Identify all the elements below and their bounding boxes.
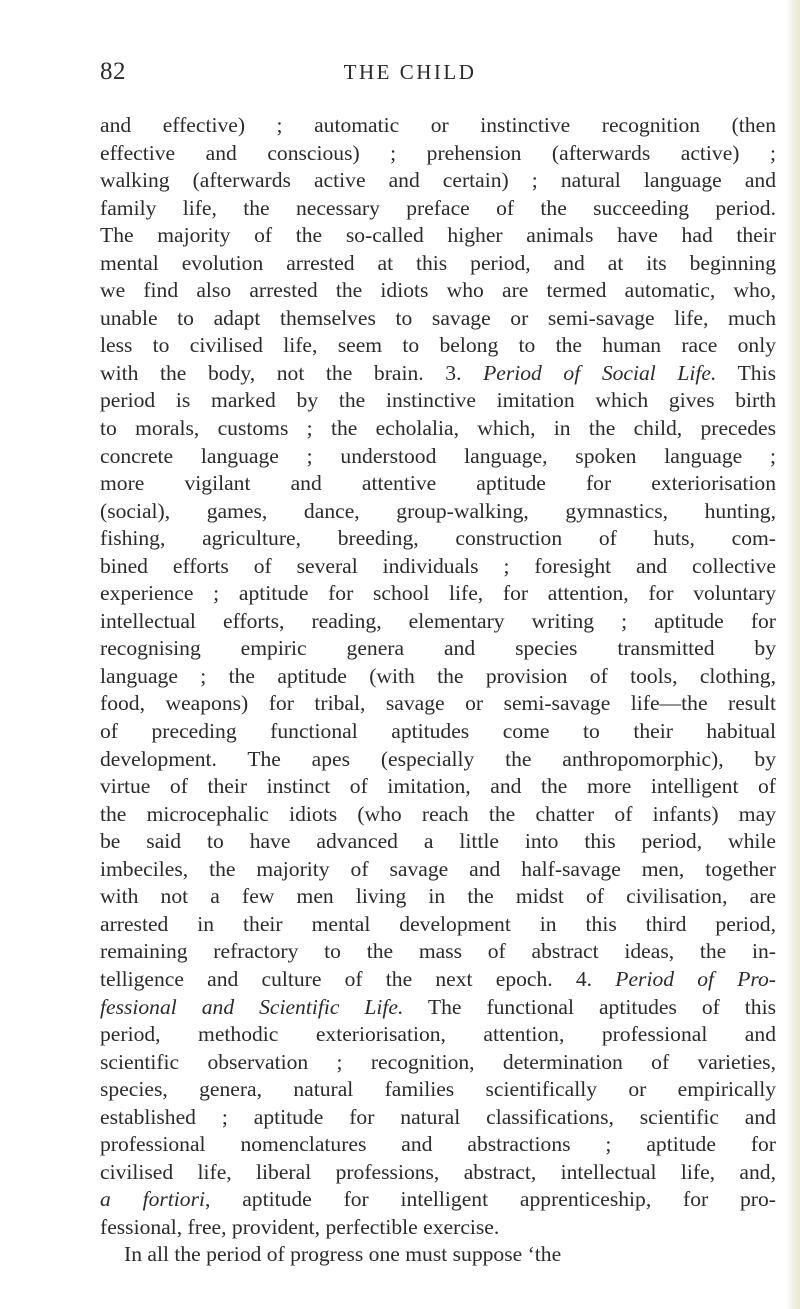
text-run: concrete language ; understood language, spoken language ;	[100, 443, 776, 468]
text-line	[100, 1076, 776, 1104]
text-line	[100, 195, 776, 223]
text-line	[100, 112, 776, 140]
text-run: virtue of their instinct of imitation, and the more intelligent of	[100, 774, 776, 799]
text-run: unable to adapt themselves to savage or semi-savage life, much	[100, 305, 776, 330]
text-line	[100, 443, 776, 471]
body-text	[100, 112, 776, 1269]
text-run: remaining refractory to the mass of abstract ideas, the in-	[100, 939, 776, 964]
text-line	[100, 911, 776, 939]
text-line	[100, 1049, 776, 1077]
text-run: imbeciles, the majority of savage and half-savage men, together	[100, 856, 776, 881]
text-run: the microcephalic idiots (who reach the chatter of infants) may	[100, 801, 776, 826]
text-run: we find also arrested the idiots who are termed automatic, who,	[100, 278, 776, 303]
text-line	[100, 690, 776, 718]
text-line	[100, 167, 776, 195]
text-line	[100, 828, 776, 856]
text-line	[100, 773, 776, 801]
page-number: 82	[100, 58, 126, 85]
text-line	[100, 525, 776, 553]
text-run: The functional aptitudes of this	[403, 994, 776, 1019]
text-run: with not a few men living in the midst of civilisation, are	[100, 884, 776, 909]
text-line	[100, 1186, 776, 1214]
text-run: scientific observation ; recognition, determination of varieties,	[100, 1049, 776, 1074]
text-line	[100, 222, 776, 250]
text-line	[100, 360, 776, 388]
text-run: food, weapons) for tribal, savage or semi-savage life—the result	[100, 691, 776, 716]
text-run: family life, the necessary preface of the succeeding period.	[100, 195, 776, 220]
text-line	[100, 553, 776, 581]
text-run: (social), games, dance, group-walking, gymnastics, hunting,	[100, 498, 776, 523]
text-line	[100, 883, 776, 911]
text-run: fishing, agriculture, breeding, construction of huts, com-	[100, 526, 776, 551]
text-run: experience ; aptitude for school life, for attention, for voluntary	[100, 581, 776, 606]
text-line	[100, 305, 776, 333]
text-line	[100, 1131, 776, 1159]
text-line	[100, 966, 776, 994]
text-run: period is marked by the instinctive imitation which gives birth	[100, 388, 776, 413]
text-run: effective and conscious) ; prehension (afterwards active) ;	[100, 140, 776, 165]
text-run: intellectual efforts, reading, elementary writing ; aptitude for	[100, 608, 776, 633]
running-title: THE CHILD	[343, 60, 477, 84]
text-run: This	[716, 360, 776, 385]
italic-text: fessional and Scientific Life.	[100, 994, 404, 1019]
text-run: period, methodic exteriorisation, attention, professional and	[100, 1022, 776, 1047]
text-run: arrested in their mental development in this third period,	[100, 911, 776, 936]
text-run: be said to have advanced a little into this period, while	[100, 829, 776, 854]
italic-text: a fortiori	[100, 1187, 205, 1212]
text-line	[100, 635, 776, 663]
text-line	[100, 498, 776, 526]
text-run: more vigilant and attentive aptitude for exteriorisation	[100, 471, 776, 496]
text-run: language ; the aptitude (with the provision of tools, clothing,	[100, 663, 776, 688]
text-run: bined efforts of several individuals ; foresight and collective	[100, 553, 776, 578]
text-line	[100, 580, 776, 608]
text-run: of preceding functional aptitudes come to their habitual	[100, 719, 776, 744]
text-line	[100, 746, 776, 774]
text-run: professional nomenclatures and abstractions ; aptitude for	[100, 1132, 776, 1157]
text-line	[100, 718, 776, 746]
running-head	[100, 58, 720, 92]
text-run: and effective) ; automatic or instinctive recognition (then	[100, 113, 776, 137]
italic-text: Period of Pro-	[615, 966, 776, 991]
text-run: telligence and culture of the next epoch. 4.	[100, 966, 616, 991]
text-run: In all the period of progress one must suppose ‘the	[124, 1242, 562, 1267]
text-run: established ; aptitude for natural classifications, scientific and	[100, 1104, 776, 1129]
text-run: species, genera, natural families scientifically or empirically	[100, 1077, 776, 1102]
text-run: mental evolution arrested at this period, and at its beginning	[100, 250, 776, 275]
text-line	[100, 1214, 776, 1242]
text-run: The majority of the so-called higher animals have had their	[100, 223, 776, 248]
text-line	[100, 1159, 776, 1187]
text-line	[100, 387, 776, 415]
text-line	[100, 332, 776, 360]
text-line	[100, 1021, 776, 1049]
text-run: with the body, not the brain. 3.	[100, 360, 484, 385]
text-line	[100, 277, 776, 305]
page-edge-shadow	[786, 0, 800, 1309]
text-line	[100, 140, 776, 168]
text-line	[100, 415, 776, 443]
text-run: to morals, customs ; the echolalia, which, in the child, precedes	[100, 416, 776, 441]
text-line	[100, 470, 776, 498]
text-line	[100, 663, 776, 691]
text-line	[100, 1241, 776, 1269]
text-line	[100, 1104, 776, 1132]
text-run: fessional, free, provident, perfectible exercise.	[100, 1214, 500, 1239]
text-run: civilised life, liberal professions, abstract, intellectual life, and,	[100, 1159, 776, 1184]
text-run: development. The apes (especially the anthropomorphic), by	[100, 746, 776, 771]
text-line	[100, 608, 776, 636]
text-line	[100, 994, 776, 1022]
text-line	[100, 856, 776, 884]
text-line	[100, 801, 776, 829]
text-line	[100, 938, 776, 966]
text-run: recognising empiric genera and species transmitted by	[100, 636, 776, 661]
text-run: , aptitude for intelligent apprenticeship, for pro-	[205, 1187, 776, 1212]
text-run: walking (afterwards active and certain) ; natural language and	[100, 168, 776, 193]
text-line	[100, 250, 776, 278]
text-run: less to civilised life, seem to belong to the human race only	[100, 333, 776, 358]
italic-text: Period of Social Life.	[483, 360, 717, 385]
